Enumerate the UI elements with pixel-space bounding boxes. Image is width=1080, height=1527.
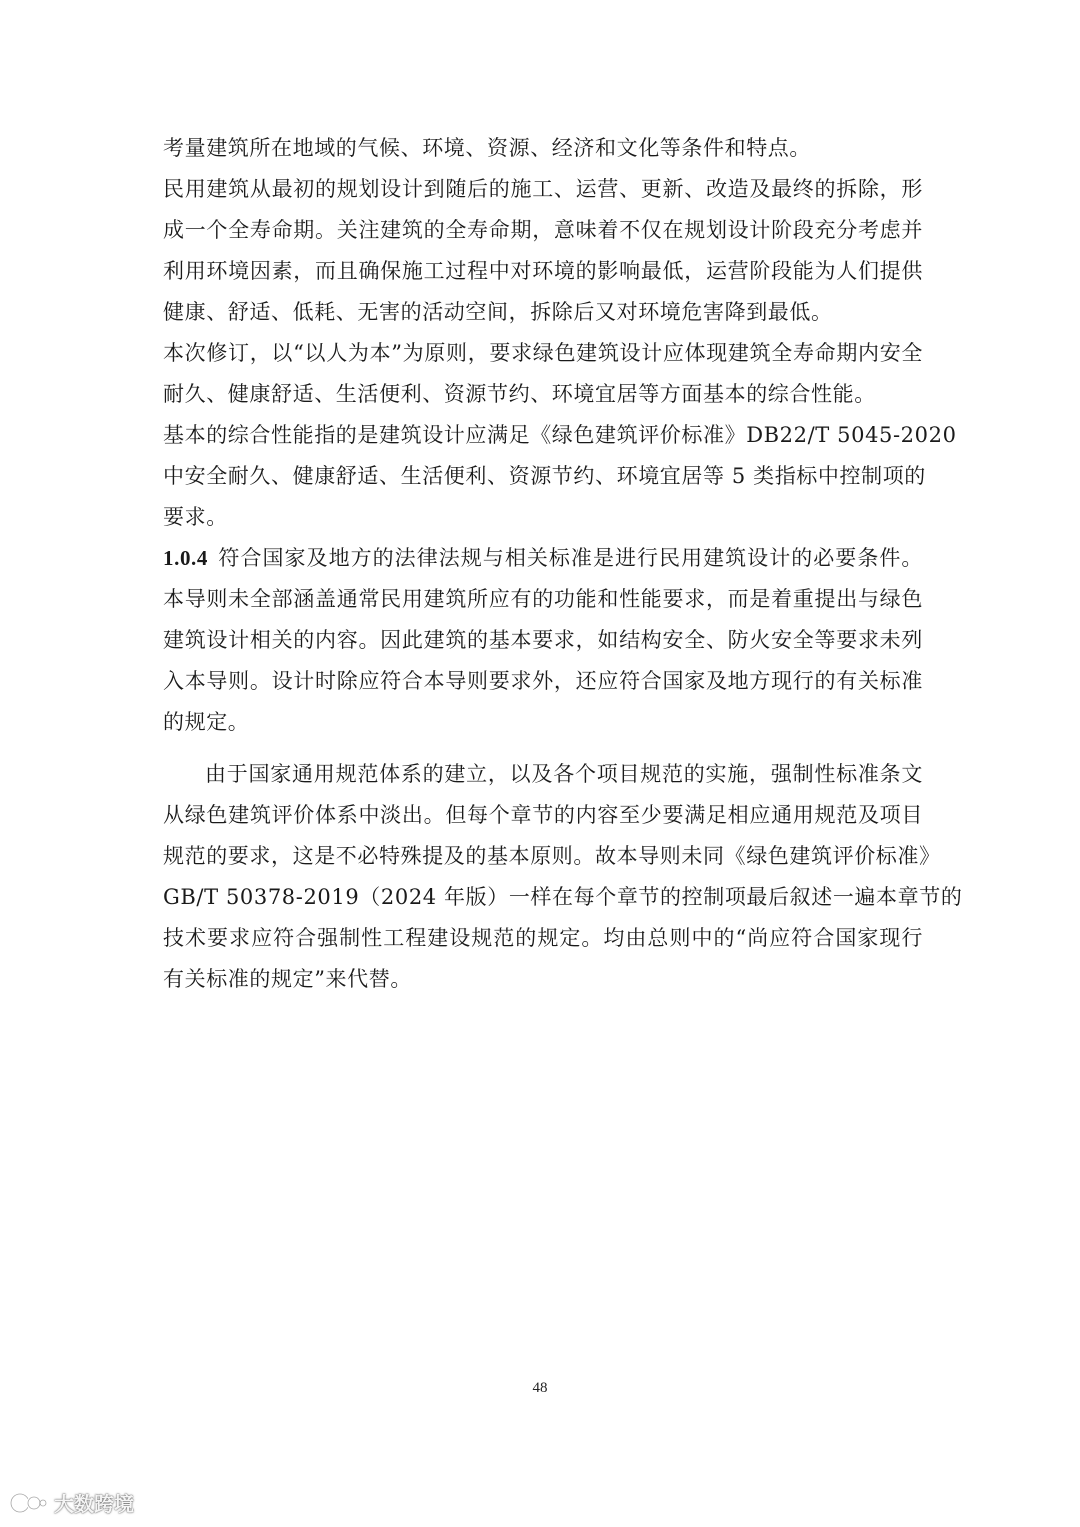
text-line: 基本的综合性能指的是建筑设计应满足《绿色建筑评价标准》DB22/T 5045-2020 — [163, 423, 957, 447]
text-line: 民用建筑从最初的规划设计到随后的施工、运营、更新、改造及最终的拆除，形 — [163, 177, 923, 201]
text-line: 健康、舒适、低耗、无害的活动空间，拆除后又对环境危害降到最低。 — [163, 300, 833, 324]
clause-heading — [163, 538, 923, 579]
text-line: 技术要求应符合强制性工程建设规范的规定。均由总则中的“尚应符合国家现行 — [163, 926, 923, 950]
text-line: 耐久、健康舒适、生活便利、资源节约、环境宜居等方面基本的综合性能。 — [163, 382, 876, 406]
text-line: 成一个全寿命期。关注建筑的全寿命期，意味着不仅在规划设计阶段充分考虑并 — [163, 218, 923, 242]
text-line: 本导则未全部涵盖通常民用建筑所应有的功能和性能要求，而是着重提出与绿色 — [163, 587, 923, 611]
text-line: 由于国家通用规范体系的建立，以及各个项目规范的实施，强制性标准条文 — [205, 762, 923, 786]
text-line: 要求。 — [163, 505, 228, 529]
text-line: 考量建筑所在地域的气候、环境、资源、经济和文化等条件和特点。 — [163, 136, 811, 160]
text-line: 本次修订，以“以人为本”为原则，要求绿色建筑设计应体现建筑全寿命期内安全 — [163, 341, 923, 365]
watermark-text: 大数跨境 — [54, 1492, 134, 1516]
clause-text: 符合国家及地方的法律法规与相关标准是进行民用建筑设计的必要条件。 — [218, 546, 923, 570]
text-line: 规范的要求，这是不必特殊提及的基本原则。故本导则未同《绿色建筑评价标准》 — [163, 844, 941, 868]
text-line: 入本导则。设计时除应符合本导则要求外，还应符合国家及地方现行的有关标准 — [163, 669, 923, 693]
text-line: 利用环境因素，而且确保施工过程中对环境的影响最低，运营阶段能为人们提供 — [163, 259, 923, 283]
brand-logo-icon — [8, 1489, 48, 1517]
text-line: 建筑设计相关的内容。因此建筑的基本要求，如结构安全、防火安全等要求未列 — [163, 628, 923, 652]
text-line: GB/T 50378-2019（2024 年版）一样在每个章节的控制项最后叙述一遍本章节的 — [163, 885, 963, 909]
page-number: 48 — [532, 1380, 548, 1396]
clause-number: 1.0.4 — [163, 546, 208, 570]
text-line: 从绿色建筑评价体系中淡出。但每个章节的内容至少要满足相应通用规范及项目 — [163, 803, 923, 827]
text-line: 中安全耐久、健康舒适、生活便利、资源节约、环境宜居等 5 类指标中控制项的 — [163, 464, 926, 488]
text-line: 的规定。 — [163, 710, 250, 734]
watermark — [8, 1488, 134, 1517]
body-text — [163, 128, 963, 1000]
text-line: 有关标准的规定”来代替。 — [163, 967, 412, 991]
